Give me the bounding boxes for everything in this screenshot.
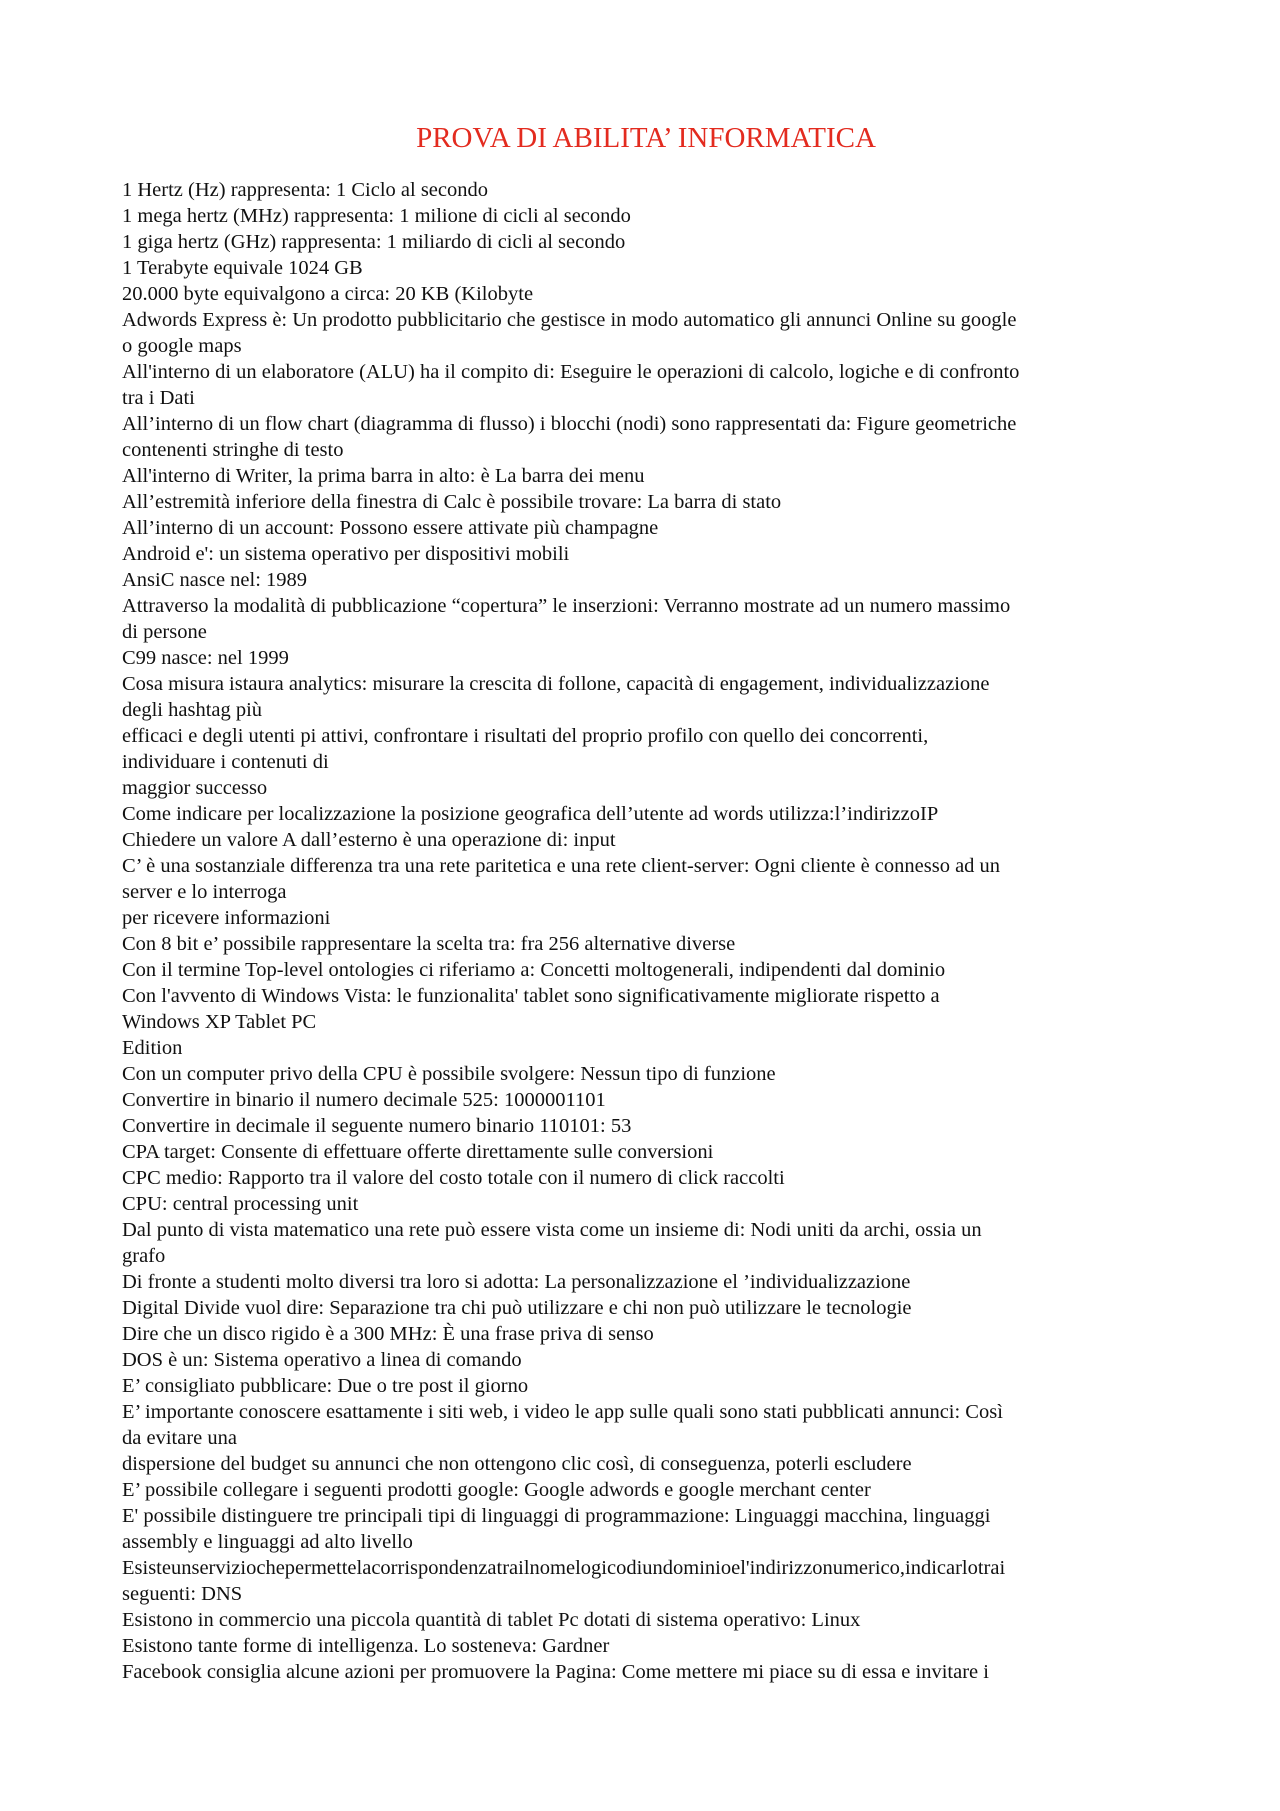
text-line: DOS è un: Sistema operativo a linea di comando	[122, 1349, 522, 1371]
text-line: Adwords Express è: Un prodotto pubblicitario che gestisce in modo automatico gli annunci Online su google	[122, 309, 1017, 331]
text-line: Digital Divide vuol dire: Separazione tra chi può utilizzare e chi non può utilizzare le tecnologie	[122, 1297, 912, 1319]
text-line: All'interno di un elaboratore (ALU) ha il compito di: Eseguire le operazioni di calcolo, logiche e di confronto	[122, 361, 1020, 383]
text-line: All’estremità inferiore della finestra di Calc è possibile trovare: La barra di stato	[122, 491, 782, 513]
text-line: degli hashtag più	[122, 699, 263, 721]
text-line: Con l'avvento di Windows Vista: le funzionalita' tablet sono significativamente migliorate rispetto a	[122, 985, 940, 1007]
text-line: di persone	[122, 621, 207, 643]
text-line: 1 Hertz (Hz) rappresenta: 1 Ciclo al secondo	[122, 179, 489, 201]
text-line: All'interno di Writer, la prima barra in alto: è La barra dei menu	[122, 465, 645, 487]
text-line: server e lo interroga	[122, 881, 287, 903]
text-line: 1 Terabyte equivale 1024 GB	[122, 257, 363, 279]
text-line: Convertire in binario il numero decimale 525: 1000001101	[122, 1089, 606, 1111]
text-line: da evitare una	[122, 1427, 237, 1449]
text-line: per ricevere informazioni	[122, 907, 331, 929]
text-line: seguenti: DNS	[122, 1583, 243, 1605]
text-line: maggior successo	[122, 777, 268, 799]
text-line: Chiedere un valore A dall’esterno è una operazione di: input	[122, 829, 616, 851]
text-line: Convertire in decimale il seguente numero binario 110101: 53	[122, 1115, 632, 1137]
text-line: Con un computer privo della CPU è possibile svolgere: Nessun tipo di funzione	[122, 1063, 776, 1085]
text-line: E’ consigliato pubblicare: Due o tre post il giorno	[122, 1375, 529, 1397]
text-line: individuare i contenuti di	[122, 751, 329, 773]
text-line: C’ è una sostanziale differenza tra una rete paritetica e una rete client-server: Ogni cliente è connesso ad un	[122, 855, 1001, 877]
text-line: Android e': un sistema operativo per dispositivi mobili	[122, 543, 570, 565]
text-line: All’interno di un account: Possono essere attivate più champagne	[122, 517, 659, 539]
text-line: Edition	[122, 1037, 183, 1059]
text-line: Con il termine Top-level ontologies ci riferiamo a: Concetti moltogenerali, indipendenti dal dominio	[122, 959, 946, 981]
text-line: Di fronte a studenti molto diversi tra loro si adotta: La personalizzazione el ’individualizzazione	[122, 1271, 911, 1293]
text-line: grafo	[122, 1245, 166, 1267]
text-line: 1 giga hertz (GHz) rappresenta: 1 miliardo di cicli al secondo	[122, 231, 626, 253]
text-line: E’ possibile collegare i seguenti prodotti google: Google adwords e google merchant center	[122, 1479, 871, 1501]
text-line: Windows XP Tablet PC	[122, 1011, 317, 1033]
text-line: o google maps	[122, 335, 242, 357]
text-line: Esistono tante forme di intelligenza. Lo sosteneva: Gardner	[122, 1635, 610, 1657]
text-line: 20.000 byte equivalgono a circa: 20 KB (Kilobyte	[122, 283, 534, 305]
text-line: C99 nasce: nel 1999	[122, 647, 289, 669]
text-line: efficaci e degli utenti pi attivi, confrontare i risultati del proprio profilo con quello dei concorrenti,	[122, 725, 929, 747]
text-line: Dal punto di vista matematico una rete può essere vista come un insieme di: Nodi uniti da archi, ossia un	[122, 1219, 982, 1241]
text-line: Attraverso la modalità di pubblicazione “copertura” le inserzioni: Verranno mostrate ad un numero massimo	[122, 595, 1011, 617]
text-line: contenenti stringhe di testo	[122, 439, 344, 461]
text-line: Con 8 bit e’ possibile rappresentare la scelta tra: fra 256 alternative diverse	[122, 933, 736, 955]
text-line: dispersione del budget su annunci che non ottengono clic così, di conseguenza, poterli escludere	[122, 1453, 912, 1475]
text-line: Esistono in commercio una piccola quantità di tablet Pc dotati di sistema operativo: Linux	[122, 1609, 861, 1631]
text-line: Cosa misura istaura analytics: misurare la crescita di follone, capacità di engagement, individualizzazione	[122, 673, 990, 695]
text-line: Come indicare per localizzazione la posizione geografica dell’utente ad words utilizza:l’indirizzoIP	[122, 803, 939, 825]
text-line: CPC medio: Rapporto tra il valore del costo totale con il numero di click raccolti	[122, 1167, 785, 1189]
document-body	[122, 177, 1170, 1685]
text-line: tra i Dati	[122, 387, 195, 409]
text-line: All’interno di un flow chart (diagramma di flusso) i blocchi (nodi) sono rappresentati da: Figure geometriche	[122, 413, 1017, 435]
text-line: assembly e linguaggi ad alto livello	[122, 1531, 413, 1553]
text-line: 1 mega hertz (MHz) rappresenta: 1 milione di cicli al secondo	[122, 205, 631, 227]
text-line: E' possibile distinguere tre principali tipi di linguaggi di programmazione: Linguaggi macchina, linguaggi	[122, 1505, 991, 1527]
text-line: AnsiC nasce nel: 1989	[122, 569, 308, 591]
text-line: Dire che un disco rigido è a 300 MHz: È una frase priva di senso	[122, 1323, 654, 1345]
text-line: CPU: central processing unit	[122, 1193, 359, 1215]
text-line: E’ importante conoscere esattamente i siti web, i video le app sulle quali sono stati pubblicati annunci: Così	[122, 1401, 1003, 1423]
text-line: Facebook consiglia alcune azioni per promuovere la Pagina: Come mettere mi piace su di essa e invitare i	[122, 1661, 989, 1683]
document-title: PROVA DI ABILITA’ INFORMATICA	[416, 122, 876, 154]
text-line: CPA target: Consente di effettuare offerte direttamente sulle conversioni	[122, 1141, 714, 1163]
text-line: Esisteunserviziochepermettelacorrispondenzatrailnomelogicodiundominioel'indirizzonumerico,indicarlotrai	[122, 1557, 1006, 1579]
